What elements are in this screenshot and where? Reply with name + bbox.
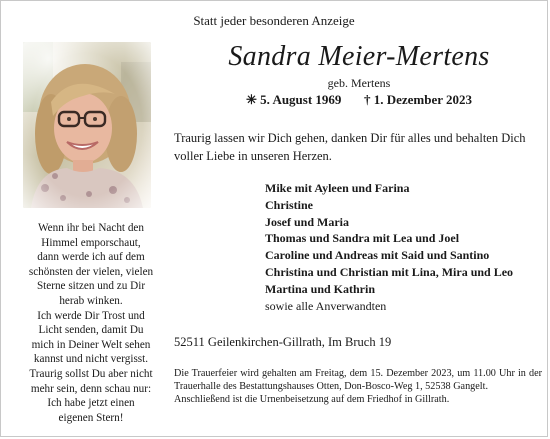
funeral-service-text: Die Trauerfeier wird gehalten am Freitag, dem 15. Dezember 2023, um 11.00 Uhr in der Trauerhalle des Bestattungshauses Otten, Don-Bosco-Weg 1, 52538 Gangelt. [174, 368, 542, 393]
death-cross-icon: † [363, 92, 371, 107]
mourner-line: Josef und Maria [265, 214, 349, 229]
burial-text: Anschließend ist die Urnenbeisetzung auf dem Friedhof in Gillrath. [174, 394, 450, 406]
poem-line: Licht senden, damit Du [38, 324, 144, 337]
mourner-line: Mike mit Ayleen und Farina [265, 181, 410, 195]
birth-name: geb. Mertens [327, 76, 391, 90]
death-date: 1. Dezember 2023 [373, 92, 472, 107]
deceased-name: Sandra Meier-Mertens [228, 41, 490, 72]
poem-line: dann werde ich auf dem [37, 251, 145, 264]
poem-line: Traurig sollst Du aber nicht [29, 367, 153, 380]
mourners-list [265, 180, 545, 314]
memorial-poem [23, 221, 159, 425]
mourner-line: Martina und Kathrin [265, 281, 376, 296]
mourner-line: Thomas und Sandra mit Lea und Joel [265, 231, 460, 246]
announcement-line: Statt jeder besonderen Anzeige [193, 13, 355, 28]
portrait-photo [23, 42, 151, 208]
poem-line: mich in Deiner Welt sehen [31, 338, 151, 351]
poem-line: Ich habe jetzt einen [47, 397, 135, 410]
life-dates [169, 92, 549, 108]
poem-line: Ich werde Dir Trost und [37, 309, 145, 322]
poem-line: Himmel emporschaut, [41, 236, 141, 249]
mourner-line: Caroline und Andreas mit Said und Santino [265, 248, 490, 263]
relatives-line: sowie alle Anverwandten [265, 298, 387, 313]
poem-line: herab winken. [59, 294, 123, 307]
farewell-text: Traurig lassen wir Dich gehen, danken Dir für alles und behalten Dich voller Liebe in unseren Herzen. [174, 131, 526, 163]
poem-line: mehr sein, denn schau nur: [30, 382, 152, 395]
mourner-line: Christine [265, 197, 313, 212]
funeral-details [174, 367, 542, 407]
family-address: 52511 Geilenkirchen-Gillrath, Im Bruch 19 [174, 335, 392, 349]
poem-line: schönsten der vielen, vielen [28, 265, 154, 278]
birth-star-icon: ✳ [246, 92, 257, 107]
poem-line: Sterne sitzen und zu Dir [36, 280, 146, 293]
poem-line: eigenen Stern! [58, 411, 124, 424]
birth-date: 5. August 1969 [260, 92, 342, 107]
poem-line: Wenn ihr bei Nacht den [38, 222, 144, 234]
poem-line: kannst und nicht vergisst. [33, 353, 149, 366]
mourner-line: Christina und Christian mit Lina, Mira und Leo [265, 264, 514, 279]
